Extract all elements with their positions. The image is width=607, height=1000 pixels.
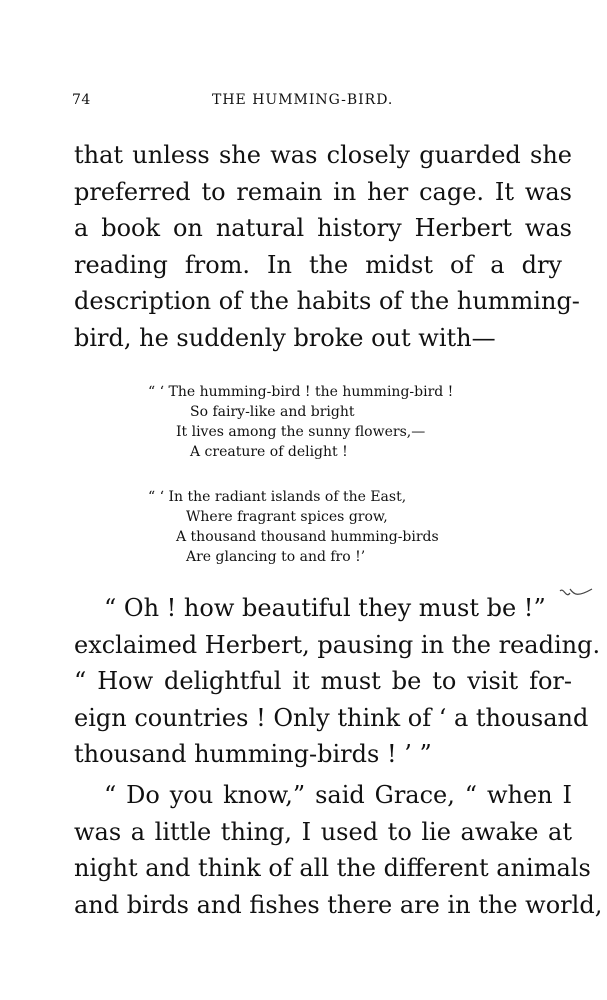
text-line: preferred to remain in her cage. It was xyxy=(74,177,572,206)
poem-line: A thousand thousand humming-birds xyxy=(176,529,439,545)
page-number: 74 xyxy=(72,92,91,108)
poem-stanza-2 xyxy=(148,487,439,567)
paragraph-3 xyxy=(74,777,603,923)
text-line: description of the habits of the humming- xyxy=(74,287,580,315)
text-line: and birds and fishes there are in the world, xyxy=(74,890,603,919)
text-line: night and think of all the different animals xyxy=(74,854,591,882)
text-line: that unless she was closely guarded she xyxy=(74,141,572,169)
text-line: thousand humming-birds ! ’ ” xyxy=(74,740,432,768)
text-line: “ How delightful it must be to visit for- xyxy=(74,667,572,695)
page-header xyxy=(72,92,572,114)
text-line: a book on natural history Herbert was xyxy=(74,214,572,242)
text-line: eign countries ! Only think of ‘ a thousand xyxy=(74,703,589,732)
poem-line: “ ‘ The humming-bird ! the humming-bird ! xyxy=(148,384,454,400)
poem-line: Where fragrant spices grow, xyxy=(186,509,388,525)
poem-stanza-1 xyxy=(148,382,453,462)
text-line: “ Do you know,” said Grace, “ when I xyxy=(104,781,572,809)
pencil-annotation-mark xyxy=(556,585,596,615)
paragraph-2 xyxy=(74,590,601,773)
poem-line: “ ‘ In the radiant islands of the East, xyxy=(148,489,407,505)
text-line: reading from. In the midst of a dry xyxy=(74,250,562,279)
text-line: was a little thing, I used to lie awake at xyxy=(74,817,572,846)
paragraph-1 xyxy=(74,137,580,356)
poem-line: It lives among the sunny flowers,— xyxy=(176,424,426,440)
poem-line: Are glancing to and fro !’ xyxy=(186,549,366,565)
text-line: exclaimed Herbert, pausing in the reading. xyxy=(74,630,601,659)
poem-line: A creature of delight ! xyxy=(190,444,348,460)
text-line: bird, he suddenly broke out with— xyxy=(74,323,496,352)
poem-line: So fairy-like and bright xyxy=(190,404,355,420)
running-title: THE HUMMING-BIRD. xyxy=(212,92,394,108)
text-line: “ Oh ! how beautiful they must be !” xyxy=(104,594,546,622)
